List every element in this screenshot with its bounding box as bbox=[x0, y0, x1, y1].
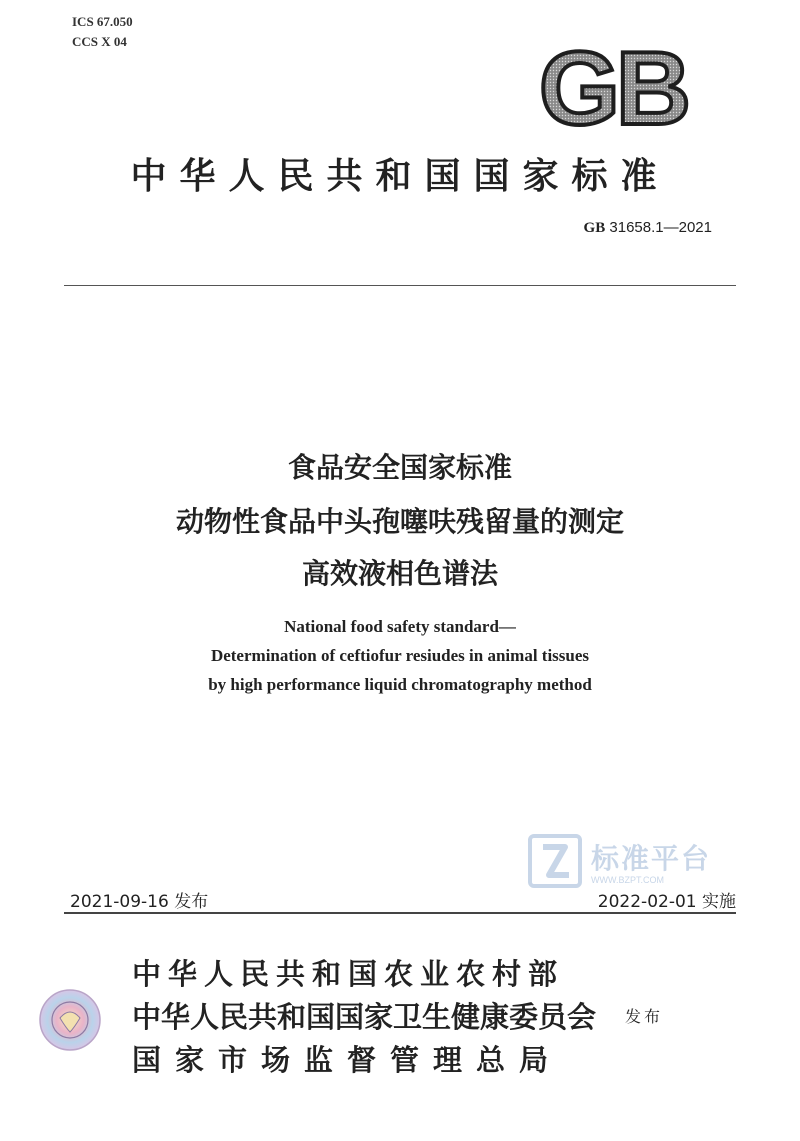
issuer-2: 中华人民共和国国家卫生健康委员会 bbox=[132, 1000, 597, 1034]
implementation-label: 实施 bbox=[702, 892, 736, 912]
issue-date-value: 2021-09-16 bbox=[70, 892, 169, 912]
standard-number bbox=[584, 219, 712, 237]
title-zh-line-3: 高效液相色谱法 bbox=[301, 557, 498, 590]
title-en-line-3: by high performance liquid chromatography method bbox=[208, 675, 592, 694]
watermark-text: 标准平台 bbox=[591, 842, 712, 875]
emblem-seal-icon bbox=[38, 988, 102, 1052]
publish-label: 发布 bbox=[625, 1007, 664, 1026]
top-divider bbox=[64, 285, 736, 286]
watermark bbox=[527, 833, 737, 893]
ics-code: ICS 67.050 bbox=[72, 14, 133, 29]
issue-label: 发布 bbox=[174, 892, 209, 912]
watermark-logo-icon bbox=[527, 833, 583, 889]
ccs-code: CCS X 04 bbox=[72, 34, 127, 49]
issue-date bbox=[70, 887, 208, 912]
national-standard-title: 中华人民共和国国家标准 bbox=[130, 155, 670, 197]
title-zh-line-2: 动物性食品中头孢噻呋残留量的测定 bbox=[175, 505, 624, 538]
title-en-line-2: Determination of ceftiofur resiudes in animal tissues bbox=[210, 646, 590, 665]
implementation-date-value: 2022-02-01 bbox=[597, 892, 697, 912]
title-zh-line-1: 食品安全国家标准 bbox=[287, 451, 512, 484]
issuer-1: 中华人民共和国农业农村部 bbox=[132, 957, 565, 991]
watermark-url: WWW.BZPT.COM bbox=[591, 875, 664, 885]
implementation-date bbox=[598, 887, 736, 912]
gb-logo bbox=[528, 36, 698, 136]
svg-text:GB: GB bbox=[539, 36, 687, 136]
issuer-3: 国家市场监督管理总局 bbox=[132, 1043, 563, 1077]
title-en-line-1: National food safety standard— bbox=[284, 617, 516, 636]
standard-prefix: GB bbox=[583, 220, 606, 236]
standard-code: 31658.1—2021 bbox=[609, 219, 712, 236]
date-divider bbox=[64, 912, 736, 914]
